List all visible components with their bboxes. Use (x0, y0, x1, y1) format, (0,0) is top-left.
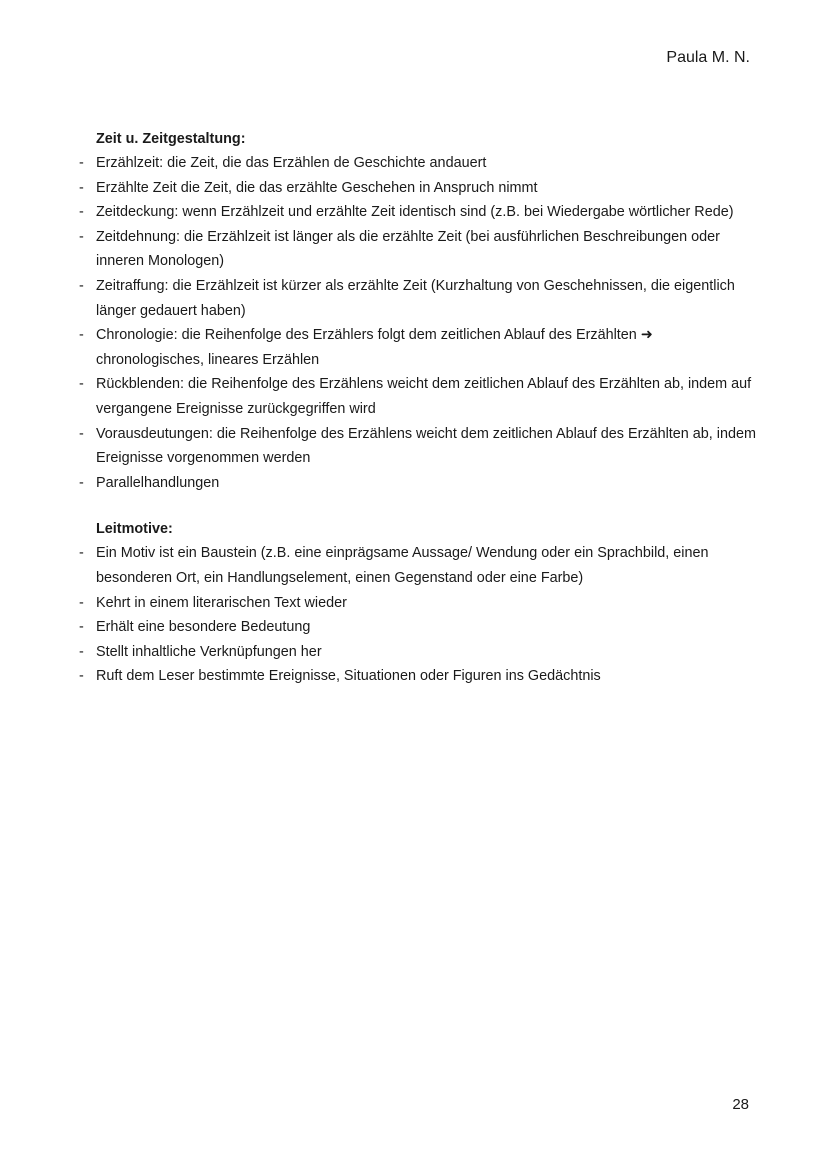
dash-bullet: - (79, 425, 84, 442)
dash-bullet: - (79, 327, 84, 344)
page-content (68, 127, 768, 711)
list-item-text: Erhält eine besondere Bedeutung (96, 619, 311, 636)
list-item-text: Rückblenden: die Reihenfolge des Erzählens weicht dem zeitlichen Ablauf des Erzählten ab, indem auf vergangene Ereignisse zurückgegriffen wird (96, 376, 752, 417)
list-item-text: Chronologie: die Reihenfolge des Erzählers folgt dem zeitlichen Ablauf des Erzählten ➜ chronologisches, lineares Erzählen (96, 327, 653, 368)
dash-bullet: - (79, 643, 84, 660)
section-heading: Leitmotive: (96, 521, 173, 538)
list-item (68, 615, 768, 640)
dash-bullet: - (79, 594, 84, 611)
list-item-text: Zeitdeckung: wenn Erzählzeit und erzählte Zeit identisch sind (z.B. bei Wiedergabe wörtlicher Rede) (96, 204, 734, 221)
section-heading: Zeit u. Zeitgestaltung: (96, 131, 246, 147)
list-item-text: Ein Motiv ist ein Baustein (z.B. eine einprägsame Aussage/ Wendung oder ein Sprachbild, einen besonderen Ort, ein Handlungselement, einen Gegenstand oder eine Farbe) (96, 545, 709, 586)
dash-bullet: - (79, 545, 84, 562)
list-item (68, 640, 768, 665)
list-item (68, 323, 768, 372)
list-item (68, 225, 768, 274)
list-item (68, 200, 768, 225)
list-item (68, 541, 768, 590)
list-item (68, 664, 768, 689)
list-item-text: Erzählte Zeit die Zeit, die das erzählte Geschehen in Anspruch nimmt (96, 179, 538, 196)
list-item-text: Ruft dem Leser bestimmte Ereignisse, Situationen oder Figuren ins Gedächtnis (96, 668, 601, 685)
section-leitmotive (68, 517, 768, 689)
bullet-list (68, 151, 768, 495)
list-item (68, 471, 768, 496)
list-item-text: Zeitdehnung: die Erzählzeit ist länger als die erzählte Zeit (bei ausführlichen Beschreibungen oder inneren Monologen) (96, 228, 720, 270)
list-item (68, 422, 768, 471)
dash-bullet: - (79, 155, 84, 171)
dash-bullet: - (79, 668, 84, 685)
section-zeitgestaltung (68, 127, 768, 495)
list-item (68, 372, 768, 421)
dash-bullet: - (79, 228, 84, 245)
list-item (68, 591, 768, 616)
list-item (68, 274, 768, 323)
bullet-list (68, 541, 768, 689)
list-item-text: Stellt inhaltliche Verknüpfungen her (96, 643, 322, 660)
list-item-text: Zeitraffung: die Erzählzeit ist kürzer als erzählte Zeit (Kurzhaltung von Geschehnissen, die eigentlich länger gedauert haben) (96, 277, 735, 319)
dash-bullet: - (79, 474, 84, 491)
list-item-text: Kehrt in einem literarischen Text wieder (96, 594, 347, 611)
page-number: 28 (732, 1096, 749, 1113)
dash-bullet: - (79, 376, 84, 393)
dash-bullet: - (79, 204, 84, 221)
dash-bullet: - (79, 179, 84, 196)
list-item-text: Erzählzeit: die Zeit, die das Erzählen de Geschichte andauert (96, 155, 487, 171)
list-item (68, 176, 768, 201)
dash-bullet: - (79, 277, 84, 294)
author-name: Paula M. N. (666, 49, 750, 66)
list-item-text: Vorausdeutungen: die Reihenfolge des Erzählens weicht dem zeitlichen Ablauf des Erzählten ab, indem Ereignisse vorgenommen werden (96, 425, 756, 467)
list-item (68, 151, 768, 176)
dash-bullet: - (79, 619, 84, 636)
list-item-text: Parallelhandlungen (96, 474, 220, 491)
